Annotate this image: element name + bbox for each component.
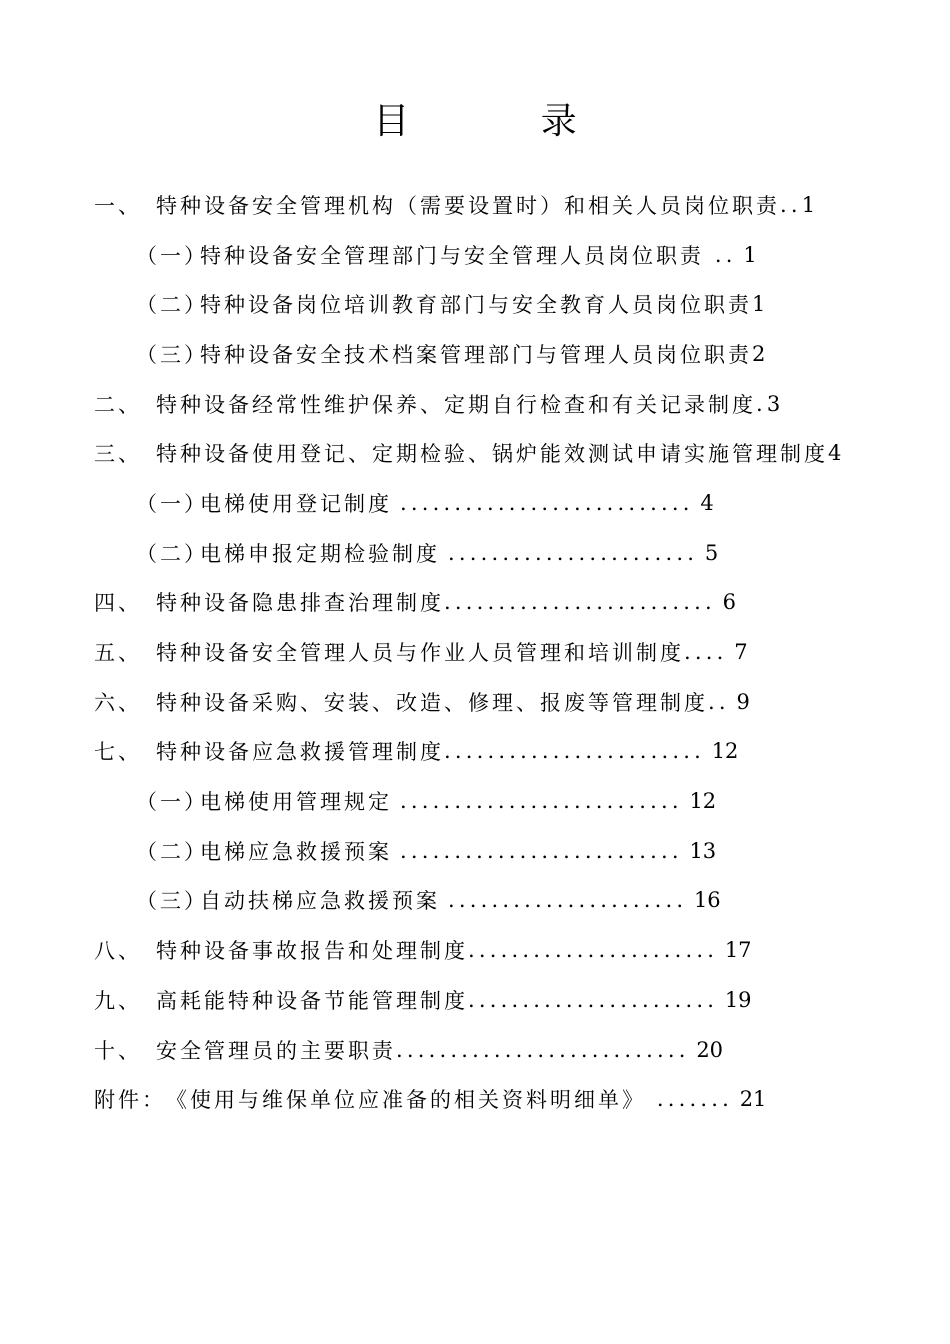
toc-number: （一） [136, 243, 208, 268]
toc-page-number: 16 [687, 888, 721, 913]
toc-leader: .... [684, 640, 728, 665]
toc-title: 特种设备使用登记、定期检验、锅炉能效测试申请实施管理制度 [156, 442, 828, 467]
toc-entry-7-1[interactable] [94, 776, 854, 826]
toc-number: 一、 [94, 193, 142, 218]
toc-title: 特种设备采购、安装、改造、修理、报废等管理制度 [156, 690, 708, 715]
toc-entry-1[interactable] [94, 180, 854, 230]
toc-entry-4[interactable] [94, 578, 854, 628]
toc-entry-appendix[interactable] [94, 1074, 854, 1124]
toc-number: （三） [136, 889, 208, 914]
toc-number: （三） [136, 342, 208, 367]
toc-leader: ....................... [448, 540, 699, 565]
toc-leader: ........................... [396, 1037, 690, 1062]
toc-page-number: 13 [682, 838, 717, 863]
toc-entry-9[interactable] [94, 975, 854, 1025]
toc-title: 特种设备安全技术档案管理部门与管理人员岗位职责 [200, 342, 752, 367]
toc-page-number: 6 [715, 590, 736, 615]
toc-entry-3[interactable] [94, 428, 854, 478]
toc-page-number: 17 [718, 938, 752, 963]
toc-page-number: 12 [682, 789, 717, 814]
toc-title: 特种设备安全管理机构（需要设置时）和相关人员岗位职责 [156, 193, 780, 218]
toc-entry-10[interactable] [94, 1025, 854, 1075]
toc-title: 电梯使用管理规定 [200, 790, 392, 815]
toc-leader: ....................... [468, 938, 719, 963]
toc-number: 六、 [94, 690, 142, 715]
toc-entry-1-2[interactable] [94, 279, 854, 329]
toc-number: （一） [136, 790, 208, 815]
toc-title: 高耗能特种设备节能管理制度 [156, 988, 468, 1013]
toc-title: 特种设备岗位培训教育部门与安全教育人员岗位职责 [200, 293, 752, 318]
table-of-contents [94, 180, 854, 1124]
toc-title: 自动扶梯应急救援预案 [200, 889, 440, 914]
toc-page-number: 4 [693, 490, 714, 515]
toc-number: 九、 [94, 988, 142, 1013]
toc-leader: .. [780, 192, 802, 217]
toc-number: 附件： [94, 1088, 166, 1113]
toc-title: 安全管理员的主要职责 [156, 1038, 396, 1063]
toc-entry-5[interactable] [94, 627, 854, 677]
toc-leader: ......................... [444, 590, 716, 615]
toc-leader: .......................... [400, 789, 683, 814]
toc-page-number: 2 [752, 341, 766, 366]
toc-title: 电梯申报定期检验制度 [200, 541, 440, 566]
toc-title: 特种设备经常性维护保养、定期自行检查和有关记录制度 [156, 392, 756, 417]
toc-title: 特种设备事故报告和处理制度 [156, 939, 468, 964]
toc-page-number: 19 [718, 987, 752, 1012]
toc-entry-3-1[interactable] [94, 478, 854, 528]
toc-leader: . [756, 391, 767, 416]
toc-page-number: 20 [689, 1037, 724, 1062]
toc-number: 七、 [94, 740, 142, 765]
toc-leader: ....................... [468, 987, 719, 1012]
toc-entry-1-1[interactable] [94, 230, 854, 280]
toc-leader: .. [708, 689, 730, 714]
toc-page-number: 12 [705, 739, 739, 764]
toc-entry-7[interactable] [94, 727, 854, 777]
toc-page-number: 1 [801, 192, 816, 217]
toc-page-number: 3 [766, 391, 781, 416]
toc-entry-8[interactable] [94, 925, 854, 975]
toc-number: （二） [136, 293, 208, 318]
toc-leader: .......................... [400, 838, 683, 863]
toc-page-number: 4 [828, 441, 842, 466]
toc-entry-6[interactable] [94, 677, 854, 727]
toc-number: （二） [136, 541, 208, 566]
toc-page-number: 5 [698, 540, 719, 565]
toc-number: 八、 [94, 939, 142, 964]
toc-number: 五、 [94, 641, 142, 666]
toc-title: 电梯应急救援预案 [200, 839, 392, 864]
page-title: 目 录 [373, 101, 637, 142]
toc-title: 特种设备应急救援管理制度 [156, 740, 444, 765]
toc-page-number: 9 [729, 689, 750, 714]
toc-entry-1-3[interactable] [94, 329, 854, 379]
toc-leader: ........................ [444, 739, 706, 764]
toc-title: 特种设备安全管理部门与安全管理人员岗位职责 [200, 243, 704, 268]
toc-number: 四、 [94, 591, 142, 616]
toc-entry-7-3[interactable] [94, 876, 854, 926]
toc-number: （一） [136, 491, 208, 516]
toc-title: 特种设备安全管理人员与作业人员管理和培训制度 [156, 641, 684, 666]
toc-title: 电梯使用登记制度 [200, 491, 392, 516]
toc-page-number: 1 [736, 242, 757, 267]
toc-page-number: 7 [727, 640, 748, 665]
toc-entry-3-2[interactable] [94, 528, 854, 578]
toc-number: 三、 [94, 442, 142, 467]
toc-title: 特种设备隐患排查治理制度 [156, 591, 444, 616]
toc-page-number: 21 [733, 1087, 767, 1112]
toc-number: （二） [136, 839, 208, 864]
toc-entry-7-2[interactable] [94, 826, 854, 876]
toc-leader: ....... [646, 1087, 734, 1112]
toc-number: 二、 [94, 392, 142, 417]
toc-leader: ...................... [448, 888, 688, 913]
toc-title: 《使用与维保单位应准备的相关资料明细单》 [166, 1088, 646, 1113]
toc-page-number: 1 [752, 292, 766, 317]
toc-leader: ........................... [400, 490, 694, 515]
toc-number: 十、 [94, 1038, 142, 1063]
toc-leader: .. [704, 242, 737, 267]
toc-entry-2[interactable] [94, 379, 854, 429]
